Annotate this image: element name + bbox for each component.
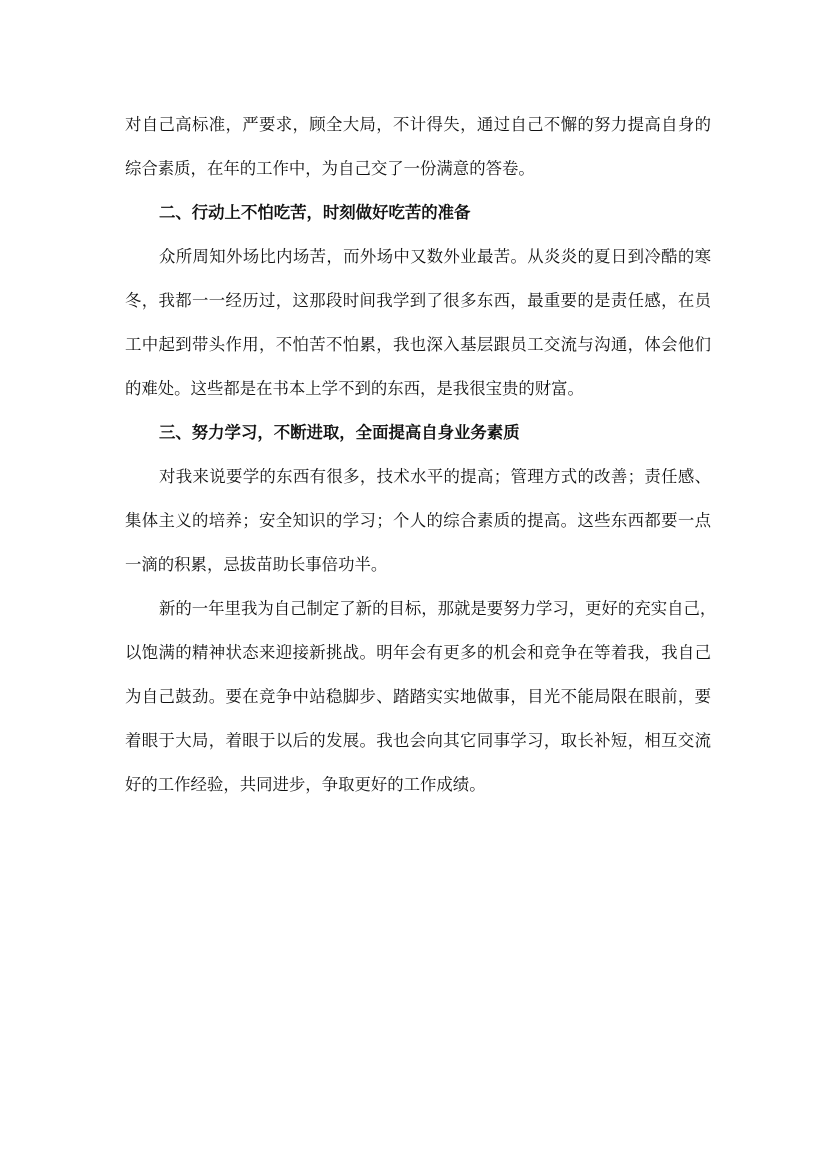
paragraph-line: 对自己高标准，严要求，顾全大局，不计得失，通过自己不懈的努力提高自身的 — [125, 115, 711, 134]
paragraph-line: 为自己鼓劲。要在竞争中站稳脚步、踏踏实实地做事，目光不能局限在眼前，要 — [125, 687, 711, 706]
paragraph-line: 冬，我都一一经历过，这那段时间我学到了很多东西，最重要的是责任感，在员 — [125, 291, 711, 310]
paragraph-line: 工中起到带头作用，不怕苦不怕累，我也深入基层跟员工交流与沟通，体会他们 — [125, 335, 711, 354]
paragraph-line: 新的一年里我为自己制定了新的目标，那就是要努力学习，更好的充实自己， — [159, 599, 717, 618]
section-heading: 二、行动上不怕吃苦，时刻做好吃苦的准备 — [159, 203, 471, 222]
paragraph-line: 众所周知外场比内场苦，而外场中又数外业最苦。从炎炎的夏日到冷酷的寒 — [159, 247, 711, 266]
paragraph-line: 一滴的积累，忌拔苗助长事倍功半。 — [125, 555, 388, 574]
paragraph-line: 对我来说要学的东西有很多，技术水平的提高；管理方式的改善；责任感、 — [159, 467, 711, 486]
paragraph-line: 综合素质，在年的工作中，为自己交了一份满意的答卷。 — [125, 159, 535, 178]
paragraph-line: 好的工作经验，共同进步，争取更好的工作成绩。 — [125, 775, 486, 794]
paragraph-line: 集体主义的培养；安全知识的学习；个人的综合素质的提高。这些东西都要一点 — [125, 511, 711, 530]
section-heading: 三、努力学习，不断进取，全面提高自身业务素质 — [159, 423, 520, 442]
document-page — [125, 113, 717, 817]
paragraph-line: 的难处。这些都是在书本上学不到的东西，是我很宝贵的财富。 — [125, 379, 584, 398]
paragraph-line: 着眼于大局，着眼于以后的发展。我也会向其它同事学习，取长补短，相互交流 — [125, 731, 711, 750]
paragraph-line: 以饱满的精神状态来迎接新挑战。明年会有更多的机会和竞争在等着我，我自己 — [125, 643, 711, 662]
